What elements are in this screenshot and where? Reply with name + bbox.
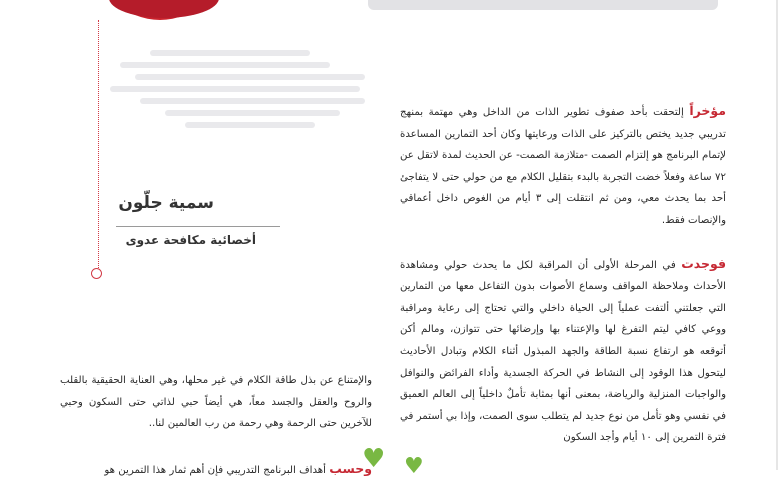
paragraph-left-next-text: أهداف البرنامج التدريبي فإن أهم ثمار هذا التمرين هو: [104, 465, 330, 476]
paragraph-2-text: في المرحلة الأولى أن المراقبة لكل ما يحدث حولي ومشاهدة الأحداث وملاحظة المواقف وسماع الأصوات بدون التفاعل معها من التمارين التي جعلتني ألتفت عملياً إلى الحياة داخلي والتي تحتاج إلى رعاية ومراقبة ووعي كافي ليتم التفرغ لها والإعتناء بها وإرضائها حتى تتوازن، ومالم أكن أتوقعه هو ارتفاع نسبة الطاقة والجهد المبذول أثناء الكلام وتبادل الأحاديث ليتحول هذا الوقود إلى النشاط في الحركة الجسدية وأداء الفرائض والنوافل والواجبات المنزلية والرياضة، بمعنى أنها بمثابة تأملٌ داخلياً إلى العالم العميق في نفسي وهو تأمل من نوع جديد لم يتطلب سوى الصمت، وإذا بي أستمر في فترة التمرين إلى ١٠ أيام وأجد السكون: [400, 259, 726, 444]
brush-stroke: [150, 50, 310, 56]
article-right-column: [400, 100, 726, 470]
heart-icon: ♥: [404, 454, 424, 479]
author-underline: [116, 226, 280, 227]
author-name: سمية جلّون: [118, 193, 214, 213]
paragraph-1: [400, 100, 726, 232]
brush-stroke: [140, 98, 365, 104]
article-left-column: [60, 370, 372, 476]
paragraph-2: [400, 253, 726, 449]
author-portrait: [96, 0, 224, 20]
paragraph-left: والإمتناع عن بذل طاقة الكلام في غير محلها، وهي العناية الحقيقية بالقلب والروح والعقل والجسد معاً، هي أيضاً حبي لذاتي حتى السكون وحبي للآخرين حتى الرحمة وهي رحمة من رب العالمين لنا..: [60, 375, 372, 430]
paragraph-2-lead: فوجدت: [681, 255, 726, 271]
header-title-shadow: [368, 0, 718, 10]
brush-stroke: [185, 122, 315, 128]
heart-icon: ♥: [362, 444, 386, 474]
paragraph-1-lead: مؤخراً: [689, 103, 726, 118]
vertical-dotted-divider: [98, 20, 99, 270]
brush-stroke: [110, 86, 360, 92]
portrait-scarf: [109, 0, 219, 18]
paragraph-left-next-lead: وحسب: [329, 461, 372, 476]
brush-stroke: [120, 62, 330, 68]
brush-stroke: [165, 110, 340, 116]
paragraph-left-next: [60, 458, 372, 482]
paragraph-1-text: إلتحقت بأحد صفوف تطوير الذات من الداخل وهي مهتمة بمنهج تدريبي جديد يختص بالتركيز على الذات ورعايتها وكان أحد التمارين المساعدة لإتمام البرنامج هو إلتزام الصمت -متلازمة الصمت- عن الحديث لمدة لاتقل عن ٧٢ ساعة وفعلاً خضت التجربة بالبدء بتقليل الكلام مع من حولي حتى لا يتفاجئ أحد بما يحدث معي، ومن ثم انتقلت إلى ٣ أيام من الغوص داخل أعماقي والإنصات فقط.: [400, 107, 727, 226]
page-edge-line: [776, 0, 778, 470]
brush-stroke: [135, 74, 365, 80]
author-role: أخصائية مكافحة عدوى: [125, 233, 256, 247]
divider-end-circle: [91, 268, 102, 279]
